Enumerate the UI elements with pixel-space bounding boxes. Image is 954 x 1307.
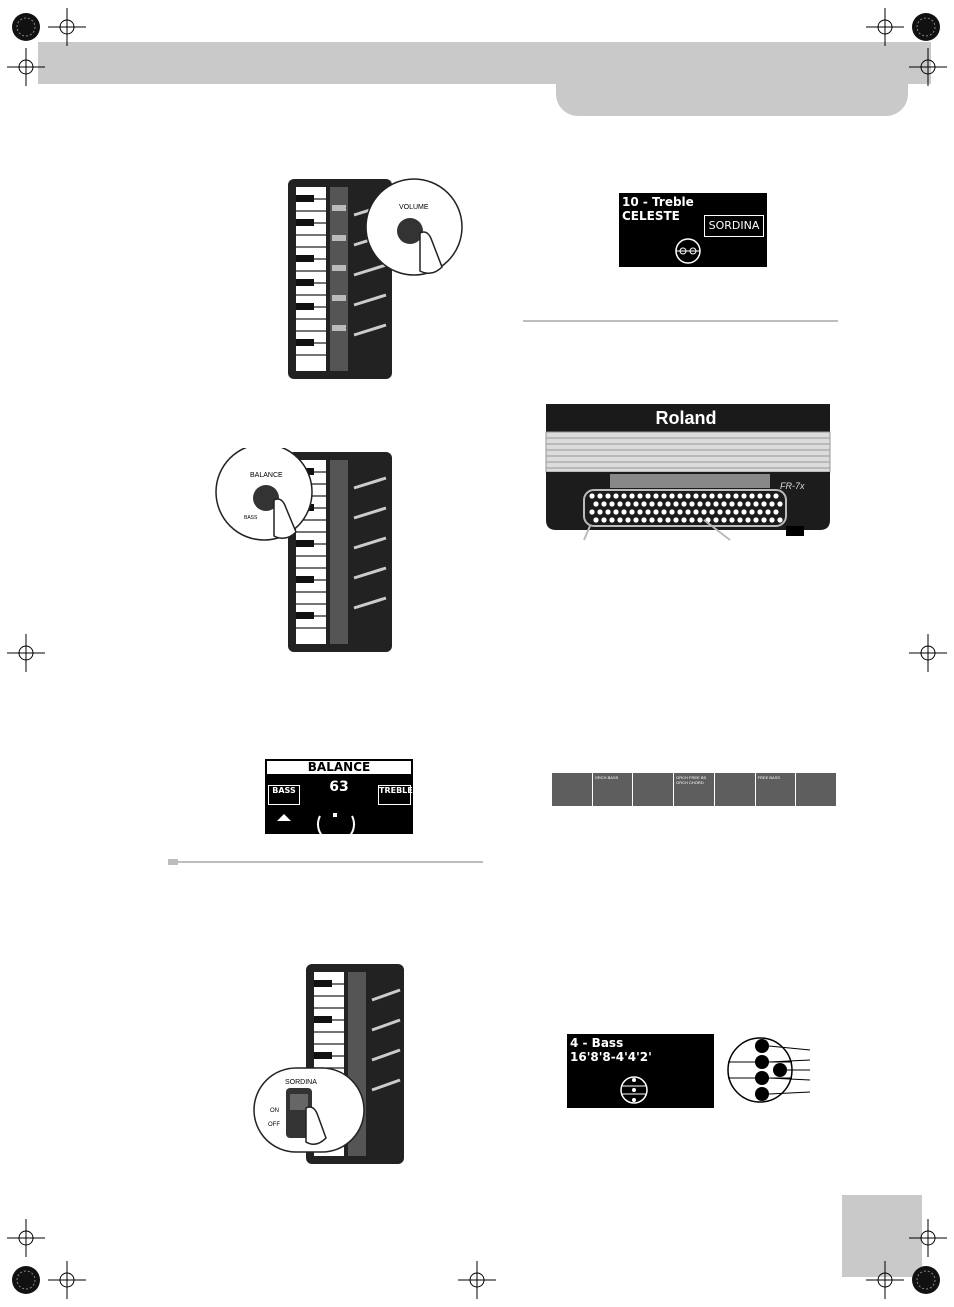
crosshair-icon: [866, 8, 904, 46]
crosshair-icon: [7, 48, 45, 86]
sordina-figure: [250, 960, 410, 1170]
bass-button: [769, 501, 774, 506]
register-button[interactable]: [756, 773, 796, 806]
bass-button: [773, 509, 778, 514]
bass-button: [593, 517, 598, 522]
bass-button: [621, 509, 626, 514]
bass-button: [605, 493, 610, 498]
bass-button: [637, 509, 642, 514]
balance-indicator-icon: [265, 799, 413, 834]
bass-button: [593, 501, 598, 506]
bass-button: [677, 509, 682, 514]
sordina-indicator: SORDINA: [704, 215, 764, 237]
bass-button: [613, 509, 618, 514]
bass-label: BASS: [268, 785, 300, 805]
bass-button: [701, 493, 706, 498]
bass-button: [645, 509, 650, 514]
bass-register-symbol-icon: [617, 1074, 651, 1106]
register-button[interactable]: [633, 773, 673, 806]
brand-logo: Roland: [655, 408, 717, 428]
bass-button: [673, 517, 678, 522]
bass-button: [761, 501, 766, 506]
instrument-front-figure: [540, 402, 832, 542]
balance-knob-label: BALANCE: [250, 472, 283, 479]
bass-button: [661, 493, 666, 498]
sordina-on-label: ON: [270, 1108, 279, 1114]
crosshair-icon: [458, 1261, 496, 1299]
bass-button: [661, 509, 666, 514]
bass-button: [761, 517, 766, 522]
register-button-label: ORCH FREE BS ORCH CHORD: [676, 775, 707, 785]
bass-button: [697, 517, 702, 522]
register-button[interactable]: [552, 773, 592, 806]
treble-register-number: 10 - Treble: [622, 195, 694, 209]
register-button-label: ORCH BASS: [594, 775, 619, 780]
register-button-label: FREE BASS: [757, 775, 781, 780]
bass-button: [717, 493, 722, 498]
treble-register-display: [619, 193, 767, 267]
bass-button: [669, 509, 674, 514]
bass-button: [681, 501, 686, 506]
crosshair-icon: [909, 634, 947, 672]
bass-button: [737, 501, 742, 506]
bass-register-diagram: [724, 1034, 814, 1106]
bass-button: [589, 509, 594, 514]
bass-button: [693, 493, 698, 498]
bass-button: [753, 517, 758, 522]
bass-button: [717, 509, 722, 514]
bass-button: [597, 509, 602, 514]
bass-button: [769, 517, 774, 522]
bass-button: [757, 493, 762, 498]
bass-button: [725, 493, 730, 498]
section-divider: [168, 861, 483, 863]
bass-button: [625, 517, 630, 522]
volume-knob-label: VOLUME: [399, 204, 429, 211]
bass-button: [657, 517, 662, 522]
bass-button: [625, 501, 630, 506]
bass-button: [721, 517, 726, 522]
bass-button: [777, 501, 782, 506]
bass-button: [725, 509, 730, 514]
treble-label: TREBLE: [378, 785, 411, 805]
bass-register-number: 4 - Bass: [570, 1036, 624, 1050]
bass-button: [641, 501, 646, 506]
bass-button: [749, 509, 754, 514]
register-button[interactable]: [593, 773, 633, 806]
bass-button: [745, 517, 750, 522]
bass-button: [653, 493, 658, 498]
bass-register-display: [567, 1034, 714, 1108]
bass-button: [645, 493, 650, 498]
balance-display-title: BALANCE: [267, 761, 411, 774]
bass-button: [733, 493, 738, 498]
crosshair-icon: [909, 48, 947, 86]
bass-button: [629, 493, 634, 498]
bass-button: [649, 517, 654, 522]
bass-button: [689, 501, 694, 506]
sordina-switch-label: SORDINA: [285, 1079, 317, 1086]
crosshair-icon: [7, 634, 45, 672]
bass-button: [629, 509, 634, 514]
bass-button: [601, 517, 606, 522]
bass-button: [665, 517, 670, 522]
bass-button: [601, 501, 606, 506]
bass-button: [673, 501, 678, 506]
bass-button: [685, 509, 690, 514]
balance-bass-label: BASS: [244, 515, 258, 521]
bass-register-footage: 16'8'8-4'4'2': [570, 1050, 652, 1064]
bass-button: [649, 501, 654, 506]
balance-value: 63: [329, 779, 349, 795]
bass-button: [621, 493, 626, 498]
bass-button: [773, 493, 778, 498]
bass-button: [613, 493, 618, 498]
bass-button: [677, 493, 682, 498]
bass-button: [693, 509, 698, 514]
bass-button: [609, 501, 614, 506]
bass-button: [637, 493, 642, 498]
bass-button: [713, 501, 718, 506]
bass-button: [633, 517, 638, 522]
bass-button: [741, 509, 746, 514]
bass-button: [589, 493, 594, 498]
section-divider-marker: [168, 859, 178, 865]
bass-button: [669, 493, 674, 498]
section-divider: [523, 320, 838, 322]
register-button[interactable]: [715, 773, 755, 806]
bass-button: [641, 517, 646, 522]
bass-button: [605, 509, 610, 514]
register-symbol-icon: [671, 237, 705, 265]
balance-figure: [212, 448, 402, 658]
volume-figure: [280, 175, 470, 385]
bass-button: [681, 517, 686, 522]
bass-button: [733, 509, 738, 514]
bass-button: [657, 501, 662, 506]
bass-button: [729, 517, 734, 522]
bass-button: [697, 501, 702, 506]
bass-button: [609, 517, 614, 522]
bass-button: [749, 493, 754, 498]
crosshair-icon: [909, 1219, 947, 1257]
bass-button: [689, 517, 694, 522]
bass-button: [713, 517, 718, 522]
bass-button: [753, 501, 758, 506]
sordina-off-label: OFF: [268, 1122, 280, 1128]
bass-button: [741, 493, 746, 498]
bass-button: [597, 493, 602, 498]
bass-button: [653, 509, 658, 514]
crosshair-icon: [48, 8, 86, 46]
bass-button: [633, 501, 638, 506]
bass-button: [701, 509, 706, 514]
bass-button: [757, 509, 762, 514]
bass-button: [765, 509, 770, 514]
bass-button: [617, 501, 622, 506]
register-button[interactable]: [796, 773, 836, 806]
bass-button: [737, 517, 742, 522]
bass-button: [709, 509, 714, 514]
bass-button: [705, 501, 710, 506]
bass-button: [729, 501, 734, 506]
bass-button: [617, 517, 622, 522]
bass-button: [721, 501, 726, 506]
bass-button: [685, 493, 690, 498]
model-name: FR-7x: [780, 481, 805, 491]
balance-display: [265, 759, 413, 834]
bass-button: [765, 493, 770, 498]
treble-register-name: CELESTE: [622, 209, 680, 223]
bass-button: [709, 493, 714, 498]
crosshair-icon: [7, 1219, 45, 1257]
crosshair-icon: [48, 1261, 86, 1299]
crosshair-icon: [866, 1261, 904, 1299]
bass-button: [665, 501, 670, 506]
bass-button: [777, 517, 782, 522]
register-button[interactable]: [674, 773, 714, 806]
bass-register-strip: [552, 773, 836, 806]
bass-button: [745, 501, 750, 506]
